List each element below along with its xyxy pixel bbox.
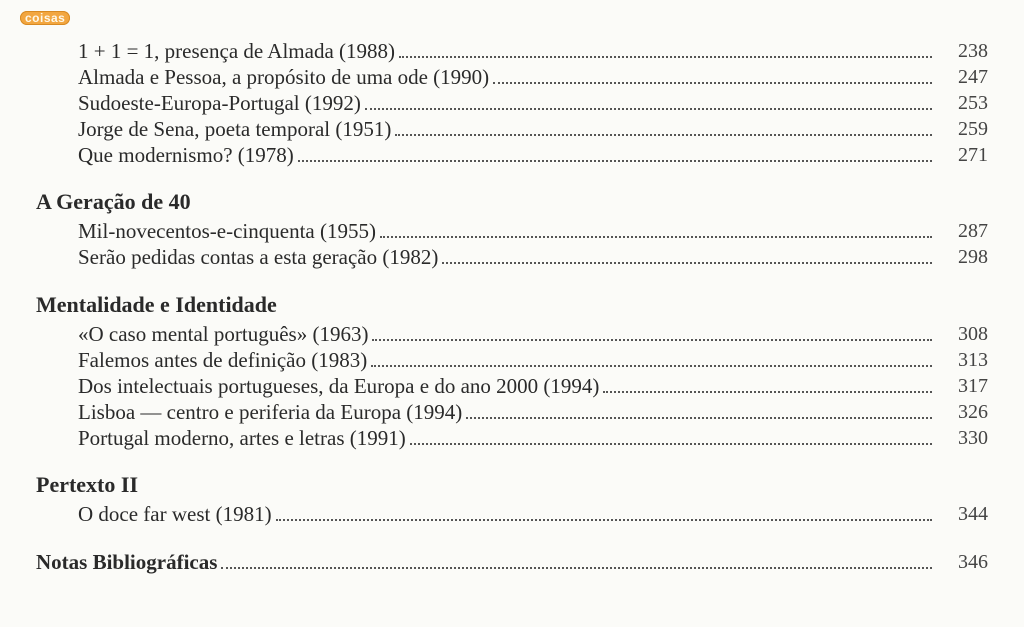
toc-entry xyxy=(78,347,988,373)
toc-entry xyxy=(78,64,988,90)
toc-entry-page: 346 xyxy=(958,551,988,573)
toc-entry-page: 271 xyxy=(958,144,988,166)
section-heading: Pertexto II xyxy=(36,472,139,497)
toc-entry-page: 287 xyxy=(958,220,988,242)
toc-entry xyxy=(78,501,988,527)
toc-entry-page: 298 xyxy=(958,246,988,268)
toc-entry-title: Que modernismo? (1978) xyxy=(78,143,294,167)
dot-leader xyxy=(365,108,932,110)
toc-entry-title: Portugal moderno, artes e letras (1991) xyxy=(78,426,406,450)
dot-leader xyxy=(395,134,932,136)
dot-leader xyxy=(493,82,932,84)
section-heading: A Geração de 40 xyxy=(36,189,191,214)
toc-entry-page: 247 xyxy=(958,66,988,88)
toc-entry xyxy=(78,116,988,142)
toc-entry xyxy=(78,218,988,244)
dot-leader xyxy=(380,236,932,238)
dot-leader xyxy=(371,365,932,367)
dot-leader xyxy=(298,160,932,162)
toc-entry-page: 344 xyxy=(958,503,988,525)
toc-entry-title: Dos intelectuais portugueses, da Europa e do ano 2000 (1994) xyxy=(78,374,600,398)
toc-entry xyxy=(78,142,988,168)
dot-leader xyxy=(399,56,932,58)
toc-entry xyxy=(78,373,988,399)
section-heading: Mentalidade e Identidade xyxy=(36,292,277,317)
dot-leader xyxy=(603,391,932,393)
toc-entry xyxy=(78,38,988,64)
toc-entry-page: 259 xyxy=(958,118,988,140)
toc-entry-title: O doce far west (1981) xyxy=(78,502,272,526)
toc-entry-title: Jorge de Sena, poeta temporal (1951) xyxy=(78,117,392,141)
toc-entry-page: 313 xyxy=(958,349,988,371)
toc-entry-page: 238 xyxy=(958,40,988,62)
dot-leader xyxy=(221,567,932,569)
toc-entry-title: Mil-novecentos-e-cinquenta (1955) xyxy=(78,219,376,243)
dot-leader xyxy=(442,262,932,264)
toc-entry xyxy=(78,425,988,451)
toc-entry xyxy=(78,244,988,270)
toc-entry-title: 1 + 1 = 1, presença de Almada (1988) xyxy=(78,39,396,63)
toc-entry-title: Notas Bibliográficas xyxy=(36,550,218,574)
dot-leader xyxy=(466,417,932,419)
toc-entry-title: Falemos antes de definição (1983) xyxy=(78,348,368,372)
toc-entry xyxy=(78,90,988,116)
toc-entry-page: 253 xyxy=(958,92,988,114)
dot-leader xyxy=(372,339,932,341)
dot-leader xyxy=(410,443,932,445)
toc-entry xyxy=(78,399,988,425)
toc-entry-page: 317 xyxy=(958,375,988,397)
toc-entry xyxy=(78,321,988,347)
toc-entry-title: Sudoeste-Europa-Portugal (1992) xyxy=(78,91,361,115)
toc-entry-title: «O caso mental português» (1963) xyxy=(78,322,369,346)
dot-leader xyxy=(276,519,932,521)
toc-entry-title: Almada e Pessoa, a propósito de uma ode (1990) xyxy=(78,65,490,89)
toc-entry-title: Serão pedidas contas a esta geração (1982) xyxy=(78,245,439,269)
toc-entry-page: 330 xyxy=(958,427,988,449)
toc-entry-title: Lisboa — centro e periferia da Europa (1994) xyxy=(78,400,463,424)
toc-entry-page: 308 xyxy=(958,323,988,345)
toc-entry-page: 326 xyxy=(958,401,988,423)
coisas-logo: coisas xyxy=(20,11,70,25)
toc-entry-notes xyxy=(36,549,988,575)
